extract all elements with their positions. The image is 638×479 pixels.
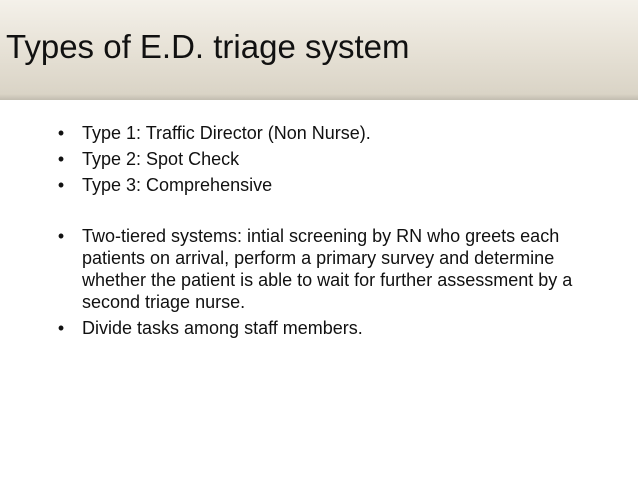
bullet-icon: • (57, 226, 65, 246)
bullet-item-two-tiered (52, 225, 612, 313)
bullet-item-type-3 (52, 174, 612, 196)
bullet-item-type-1 (52, 122, 612, 144)
bullet-list (52, 122, 612, 339)
bullet-text: Type 1: Traffic Director (Non Nurse). (82, 123, 371, 143)
bullet-icon: • (57, 318, 65, 338)
bullet-icon: • (57, 175, 65, 195)
bullet-text: Divide tasks among staff members. (82, 318, 363, 338)
bullet-text: Two-tiered systems: intial screening by RN who greets each patients on arrival, perform a primary survey and determine whether the patient is able to wait for further assessment by a second triage nurse. (82, 226, 573, 312)
bullet-icon: • (57, 149, 65, 169)
bullet-text: Type 3: Comprehensive (82, 175, 273, 195)
bullet-text: Type 2: Spot Check (82, 149, 240, 169)
bullet-item-type-2 (52, 148, 612, 170)
bullet-icon: • (57, 123, 65, 143)
bullet-item-divide-tasks (52, 317, 612, 339)
slide-title: Types of E.D. triage system (6, 28, 410, 65)
